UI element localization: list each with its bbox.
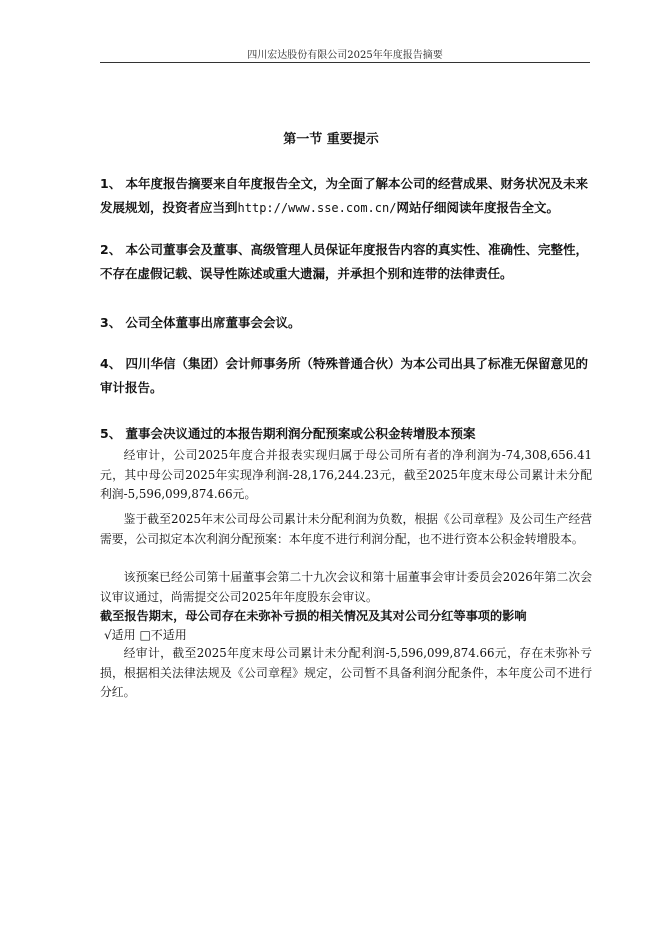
page-header: 四川宏达股份有限公司2025年年度报告摘要 (247, 50, 443, 61)
notice-item-4: 4、 四川华信（集团）会计师事务所（特殊普通合伙）为本公司出具了标准无保留意见的审计报告。 (100, 356, 589, 395)
applicability-checkbox: √适用 □不适用 (104, 628, 187, 642)
notice-item-1-text: 1、 本年度报告摘要来自年度报告全文，为全面了解本公司的经营成果、财务状况及未来发展规划，投资者应当到 (100, 176, 589, 215)
notice-item-3: 3、 公司全体董事出席董事会会议。 (100, 315, 301, 330)
notice-item-1-tail: 网站仔细阅读年度报告全文。 (396, 200, 559, 215)
section-title: 第一节 重要提示 (283, 132, 379, 147)
distribution-plan-paragraph: 鉴于截至2025年末公司母公司累计未分配利润为负数，根据《公司章程》及公司生产经营需要，公司拟定本次利润分配预案：本年度不进行利润分配，也不进行资本公积金转增股本。 (100, 512, 592, 546)
notice-item-5: 5、 董事会决议通过的本报告期利润分配预案或公积金转增股本预案 (100, 426, 476, 441)
deficit-paragraph: 经审计，截至2025年度末母公司累计未分配利润-5,596,099,874.66元，存在未弥补亏损，根据相关法律法规及《公司章程》规定，公司暂不具备利润分配条件，本年度公司不进行分红。 (100, 646, 592, 699)
notice-item-1 (100, 172, 592, 220)
approval-paragraph: 该预案已经公司第十届董事会第二十九次会议和第十届董事会审计委员会2026年第二次会议审议通过，尚需提交公司2025年年度股东会审议。 (100, 570, 592, 604)
profit-paragraph: 经审计，公司2025年度合并报表实现归属于母公司所有者的净利润为-74,308,656.41元，其中母公司2025年实现净利润-28,176,244.23元，截至2025年度末母公司累计未分配利润-5,596,099,874.66元。 (100, 448, 592, 501)
sse-link[interactable]: http://www.sse.com.cn/ (237, 201, 397, 215)
notice-item-2: 2、 本公司董事会及董事、高级管理人员保证年度报告内容的真实性、准确性、完整性，不存在虚假记载、误导性陈述或重大遗漏，并承担个别和连带的法律责任。 (100, 242, 589, 281)
deficit-heading: 截至报告期末，母公司存在未弥补亏损的相关情况及其对公司分红等事项的影响 (100, 609, 527, 623)
header-divider (100, 62, 590, 63)
